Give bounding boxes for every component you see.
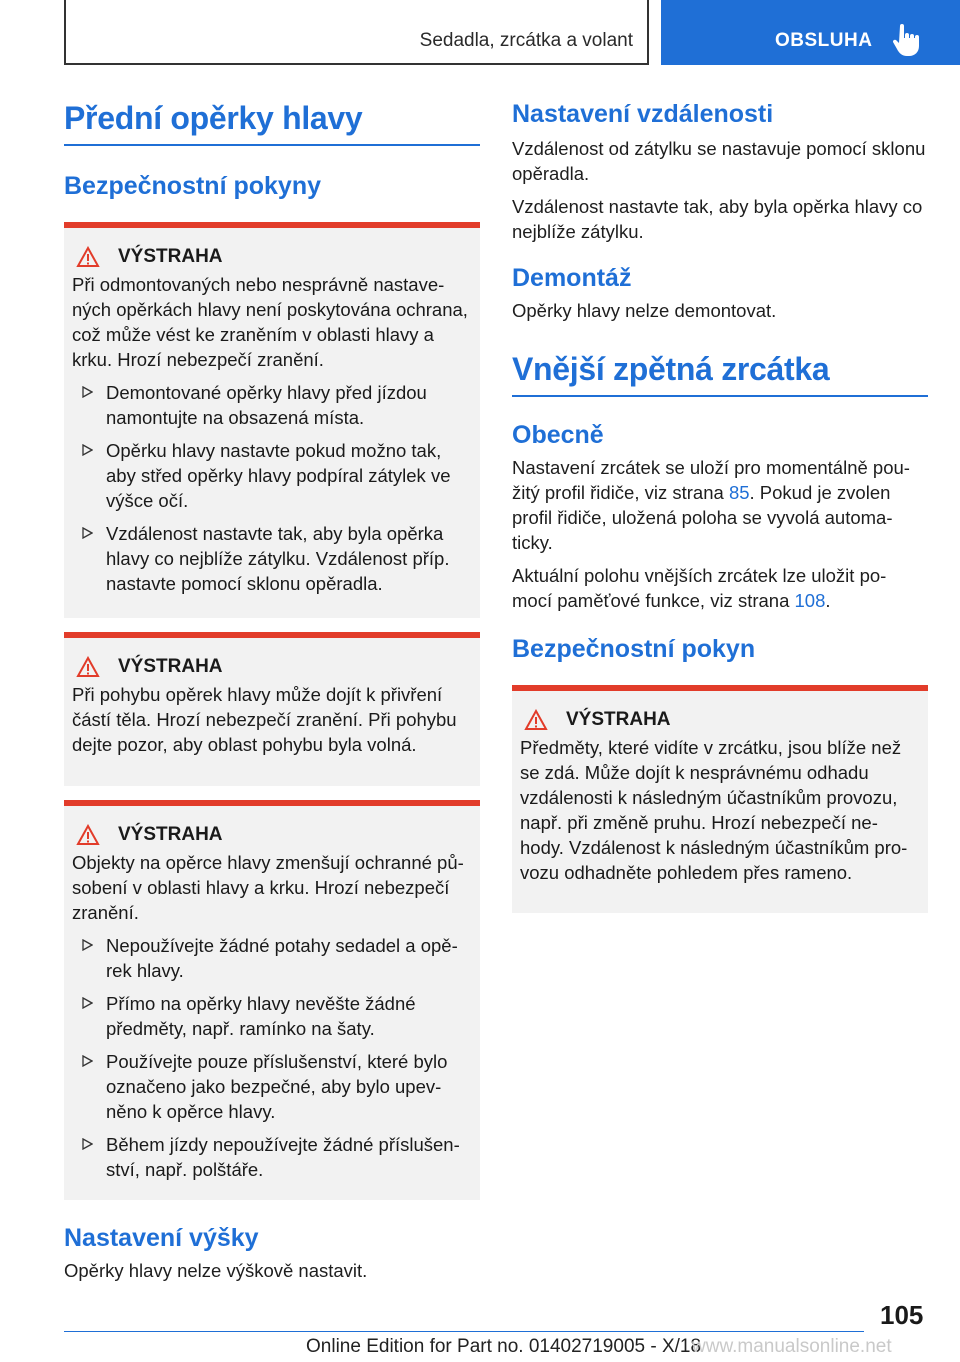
bullet-triangle-icon bbox=[82, 1138, 93, 1150]
bullet-triangle-icon bbox=[82, 444, 93, 456]
list-item: Používejte pouze příslušenství, které bylo označeno jako bezpečné, aby bylo upev- něno k opěrce hlavy. bbox=[72, 1049, 472, 1124]
footer-rule bbox=[64, 1331, 864, 1332]
page-number: 105 bbox=[880, 1300, 924, 1330]
bullet-triangle-icon bbox=[82, 386, 93, 398]
warning-text: Při odmontovaných nebo nesprávně nastave- ných opěrkách hlavy není poskytována ochrana, což může vést ke zraněním v oblasti hlavy a krku. Hrozí nebezpečí zranění. bbox=[72, 274, 468, 370]
title-rule bbox=[64, 144, 480, 146]
warning-label: VÝSTRAHA bbox=[118, 824, 223, 845]
removal-heading: Demontáž bbox=[512, 264, 632, 292]
distance-text-1: Vzdálenost od zátylku se nastavuje pomocí sklonu opěradla. bbox=[512, 138, 926, 184]
warning-title bbox=[72, 824, 472, 846]
page-link-108[interactable]: 108 bbox=[794, 590, 826, 611]
warning-label: VÝSTRAHA bbox=[118, 246, 223, 267]
bullet-triangle-icon bbox=[82, 527, 93, 539]
edition-line: Online Edition for Part no. 01402719005 - X/18 bbox=[306, 1336, 702, 1357]
removal-text: Opěrky hlavy nelze demontovat. bbox=[512, 300, 777, 321]
distance-heading: Nastavení vzdálenosti bbox=[512, 100, 774, 128]
warning-text: Předměty, které vidíte v zrcátku, jsou blíže než se zdá. Může dojít k nesprávnému odhadu vzdálenosti k následným účastníkům provozu, např. při změně pruhu. Hrozí nebezpečí ne- hody. Vzdálenost k následným účastníkům pro- vozu odhadněte pohledem přes rameno. bbox=[520, 737, 908, 883]
general-text-2: Aktuální polohu vnějších zrcátek lze uložit po- mocí paměťové funkce, viz strana 108. bbox=[512, 565, 887, 611]
warning-box-1 bbox=[64, 222, 480, 618]
warning-label: VÝSTRAHA bbox=[566, 709, 671, 730]
height-heading: Nastavení výšky bbox=[64, 1224, 259, 1252]
warning-box-mirror bbox=[512, 685, 928, 913]
page-title: Přední opěrky hlavy bbox=[64, 100, 363, 136]
section-label: OBSLUHA bbox=[775, 30, 873, 51]
safety-heading: Bezpečnostní pokyny bbox=[64, 172, 321, 200]
distance-text-2: Vzdálenost nastavte tak, aby byla opěrka hlavy co nejblíže zátylku. bbox=[512, 196, 923, 242]
warning-triangle-icon bbox=[76, 246, 100, 268]
section-tab bbox=[661, 0, 960, 65]
header-breadcrumb-box bbox=[64, 0, 649, 65]
mirror-safety-heading: Bezpečnostní pokyn bbox=[512, 635, 756, 663]
warning-text: Při pohybu opěrek hlavy může dojít k přivření částí těla. Hrozí nebezpečí zranění. Při pohybu dejte pozor, aby oblast pohybu byla volná. bbox=[72, 684, 457, 755]
warning-triangle-icon bbox=[524, 709, 548, 731]
warning-box-3 bbox=[64, 800, 480, 1200]
left-column bbox=[64, 100, 480, 1283]
list-item: Během jízdy nepoužívejte žádné příslušen- ství, např. polštáře. bbox=[72, 1132, 472, 1182]
height-text: Opěrky hlavy nelze výškově nastavit. bbox=[64, 1260, 368, 1281]
warning-triangle-icon bbox=[76, 656, 100, 678]
warning-text: Objekty na opěrce hlavy zmenšují ochranné pů- sobení v oblasti hlavy a krku. Hrozí nebezpečí zranění. bbox=[72, 852, 464, 923]
warning-triangle-icon bbox=[76, 824, 100, 846]
page-link-85[interactable]: 85 bbox=[728, 482, 750, 503]
title-rule bbox=[512, 395, 928, 397]
mirrors-title: Vnější zpětná zrcátka bbox=[512, 351, 830, 387]
list-item: Přímo na opěrky hlavy nevěšte žádné předměty, např. ramínko na šaty. bbox=[72, 991, 472, 1041]
warning-title bbox=[520, 709, 920, 731]
pointing-hand-icon bbox=[893, 24, 921, 56]
list-item: Opěrku hlavy nastavte pokud možno tak, aby střed opěrky hlavy podpíral zátylek ve výšce očí. bbox=[72, 438, 472, 513]
warning-title bbox=[72, 246, 472, 268]
warning-title bbox=[72, 656, 472, 678]
general-heading: Obecně bbox=[512, 421, 604, 449]
bullet-triangle-icon bbox=[82, 1055, 93, 1067]
general-text-1: Nastavení zrcátek se uloží pro momentálně pou- žitý profil řidiče, viz strana 85. Pokud je zvolen profil řidiče, uložená poloha se vyvolá automa- ticky. bbox=[512, 457, 910, 553]
list-item: Vzdálenost nastavte tak, aby byla opěrka hlavy co nejblíže zátylku. Vzdálenost příp. nastavte pomocí sklonu opěradla. bbox=[72, 521, 472, 596]
list-item: Nepoužívejte žádné potahy sedadel a opě- rek hlavy. bbox=[72, 933, 472, 983]
right-column bbox=[512, 100, 928, 913]
bullet-triangle-icon bbox=[82, 939, 93, 951]
warning-label: VÝSTRAHA bbox=[118, 656, 223, 677]
watermark: www.manualsonline.net bbox=[692, 1336, 892, 1357]
breadcrumb: Sedadla, zrcátka a volant bbox=[419, 30, 633, 51]
bullet-triangle-icon bbox=[82, 997, 93, 1009]
warning-box-2 bbox=[64, 632, 480, 786]
list-item: Demontované opěrky hlavy před jízdou namontujte na obsazená místa. bbox=[72, 380, 472, 430]
